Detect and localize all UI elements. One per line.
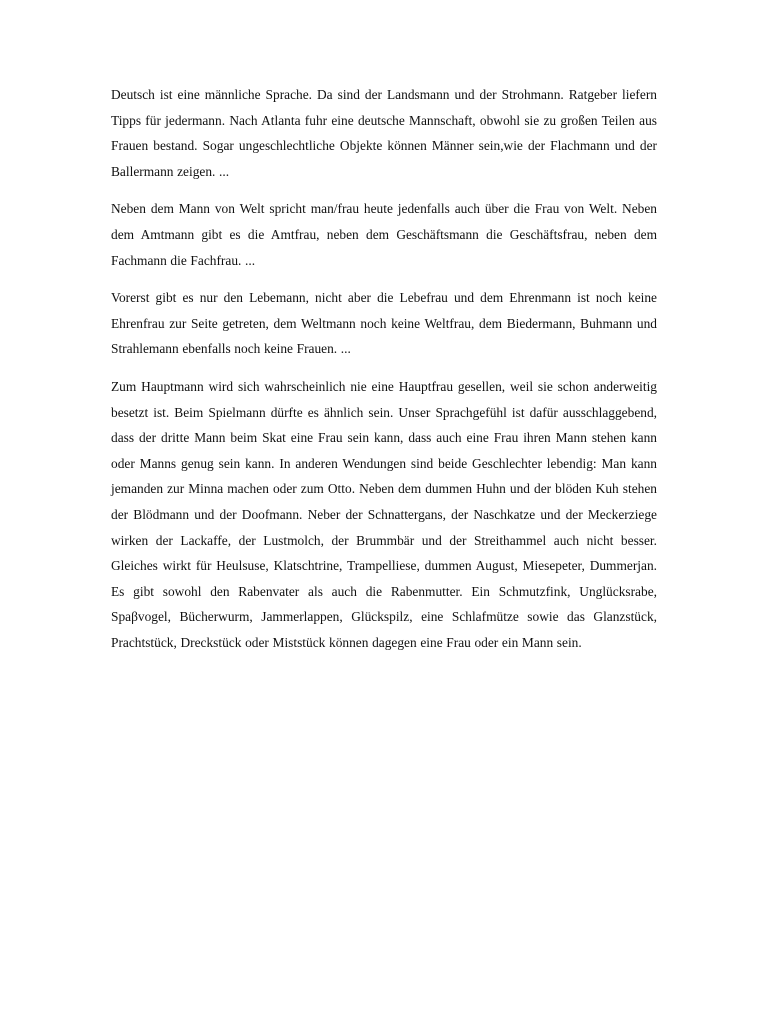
document-page: [111, 82, 657, 667]
paragraph-2: Neben dem Mann von Welt spricht man/frau heute jedenfalls auch über die Frau von Welt. Neben dem Amtmann gibt es die Amtfrau, neben dem Geschäftsmann die Geschäftsfrau, neben dem Fachmann die Fachfrau. ...: [111, 201, 657, 268]
paragraph-3: Vorerst gibt es nur den Lebemann, nicht aber die Lebefrau und dem Ehrenmann ist noch keine Ehrenfrau zur Seite getreten, dem Weltmann noch keine Weltfrau, dem Biedermann, Buhmann und Strahlemann ebenfalls noch keine Frauen. ...: [111, 290, 657, 357]
paragraph-4: Zum Hauptmann wird sich wahrscheinlich nie eine Hauptfrau gesellen, weil sie schon anderweitig besetzt ist. Beim Spielmann dürfte es ähnlich sein. Unser Sprachgefühl ist dafür ausschlaggebend, dass der dritte Mann beim Skat eine Frau sein kann, dass auch eine Frau ihren Mann stehen kann oder Manns genug sein kann. In anderen Wendungen sind beide Geschlechter lebendig: Man kann jemanden zur Minna machen oder zum Otto. Neben dem dummen Huhn und der blöden Kuh stehen der Blödmann und der Doofmann. Neber der Schnattergans, der Naschkatze und der Meckerziege wirken der Lackaffe, der Lustmolch, der Brummbär und der Streithammel auch nicht besser. Gleiches wirkt für Heulsuse, Klatschtrine, Trampelliese, dummen August, Miesepeter, Dummerjan. Es gibt sowohl den Rabenvater als auch die Rabenmutter. Ein Schmutzfink, Unglücksrabe, Spaβvogel, Bücherwurm, Jammerlappen, Glückspilz, eine Schlafmütze sowie das Glanzstück, Prachtstück, Dreckstück oder Miststück können dagegen eine Frau oder ein Mann sein.: [111, 378, 657, 650]
paragraph-1: Deutsch ist eine männliche Sprache. Da sind der Landsmann und der Strohmann. Ratgeber liefern Tipps für jedermann. Nach Atlanta fuhr eine deutsche Mannschaft, obwohl sie zu großen Teilen aus Frauen bestand. Sogar ungeschlechtliche Objekte können Männer sein,wie der Flachmann und der Ballermann zeigen. ...: [111, 87, 657, 179]
